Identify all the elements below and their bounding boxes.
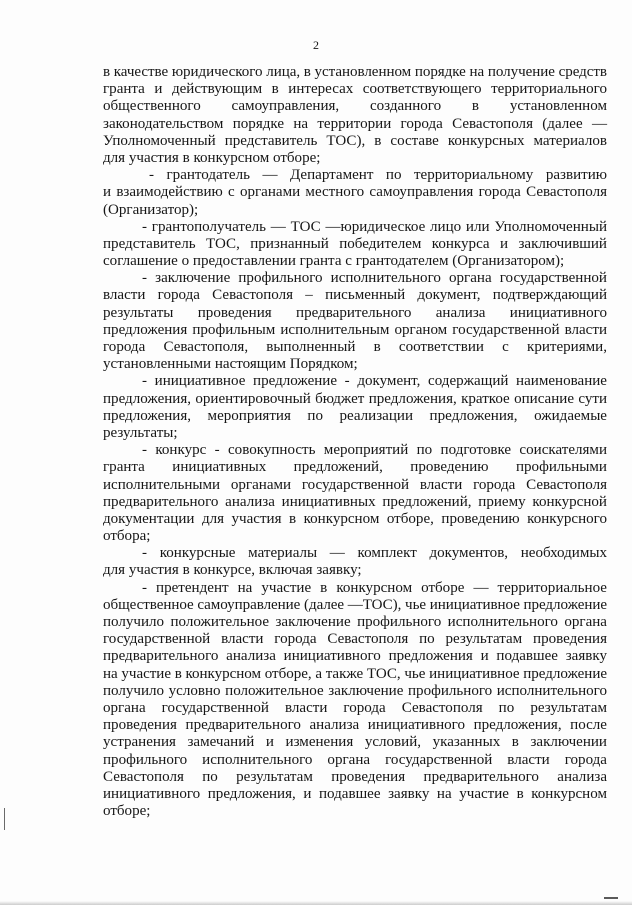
text-line: законодательством порядке на территории города Севастополя (далее — [103,115,607,132]
text-line: - грантополучатель — ТОС —юридическое лицо или Уполномоченный [142,218,607,235]
text-line: и взаимодействию с органами местного самоуправления города Севастополя [103,184,607,201]
text-line: - претендент на участие в конкурсном отборе — территориальное [142,579,607,596]
page-number: 2 [313,38,319,52]
text-line: общественное самоуправление (далее —ТОС), чье инициативное предложение [103,596,607,613]
text-line: гранта и действующим в интересах соответствующего территориального [103,81,607,98]
scan-artifact-left [4,808,5,830]
text-line: проведения предварительного анализа инициативного предложения, после [103,717,607,734]
text-line: отбора; [103,528,151,545]
text-line: предложения профильным исполнительным органом государственной власти [103,321,607,338]
text-line: органа государственной власти города Севастополя по результатам [103,699,607,716]
text-line: - грантодатель — Департамент по территориальному развитию [149,167,607,184]
text-line: предварительного анализа инициативного предложения и подавшее заявку [103,648,607,665]
text-line: в качестве юридического лица, в установленном порядке на получение средств [103,64,607,80]
text-line: Уполномоченный представитель ТОС), в составе конкурсных материалов [103,132,607,149]
text-line: отборе; [103,803,151,820]
text-line: установленными настоящим Порядком; [103,356,358,373]
scan-artifact-right [604,897,618,899]
text-line: - заключение профильного исполнительного органа государственной [142,270,607,287]
text-line: города Севастополя, выполненный в соответствии с критериями, [103,339,607,355]
text-line: на участие в конкурсном отборе, а также ТОС, чье инициативное предложение [103,665,607,682]
text-line: инициативного предложения, и подавшее заявку на участие в конкурсном [103,785,607,802]
text-line: соглашение о предоставлении гранта с грантодателем (Организатором); [103,253,565,270]
text-line: получило условно положительное заключение профильного исполнительного [103,682,607,699]
text-line: устранения замечаний и изменения условий, указанных в заключении [103,734,607,751]
text-line: исполнительными органами государственной власти города Севастополя [103,476,607,493]
text-line: документации для участия в конкурсном отборе, проведению конкурсного [103,510,607,527]
text-line: для участия в конкурсе, включая заявку; [103,562,362,579]
text-line: общественного самоуправления, созданного в установленном [103,98,607,115]
text-line: - конкурсные материалы — комплект документов, необходимых [142,545,607,562]
text-line: представитель ТОС, признанный победителем конкурса и заключивший [103,235,607,252]
document-body [103,64,607,820]
scan-edge-shadow [0,901,632,905]
text-line: власти города Севастополя – письменный документ, подтверждающий [103,287,607,304]
text-line: результаты; [103,424,178,441]
text-line: результаты проведения предварительного анализа инициативного [103,304,607,321]
text-line: предложения, ориентировочный бюджет предложения, краткое описание сути [103,390,607,407]
text-line: получило положительное заключение профильного исполнительного органа [103,614,607,630]
text-line: Севастополя по результатам проведения предварительного анализа [103,768,607,785]
text-line: гранта инициативных предложений, проведению профильными [103,459,607,476]
text-line: (Организатор); [103,201,199,218]
text-line: предварительного анализа инициативных предложений, приему конкурсной [103,493,607,510]
text-line: - инициативное предложение - документ, содержащий наименование [142,373,607,390]
text-line: предложения, мероприятия по реализации предложения, ожидаемые [103,407,607,424]
text-line: для участия в конкурсном отборе; [103,149,321,166]
text-line: - конкурс - совокупность мероприятий по подготовке соискателями [142,442,607,459]
text-line: профильного исполнительного органа государственной власти города [103,751,607,768]
text-line: государственной власти города Севастополя по результатам проведения [103,631,607,648]
